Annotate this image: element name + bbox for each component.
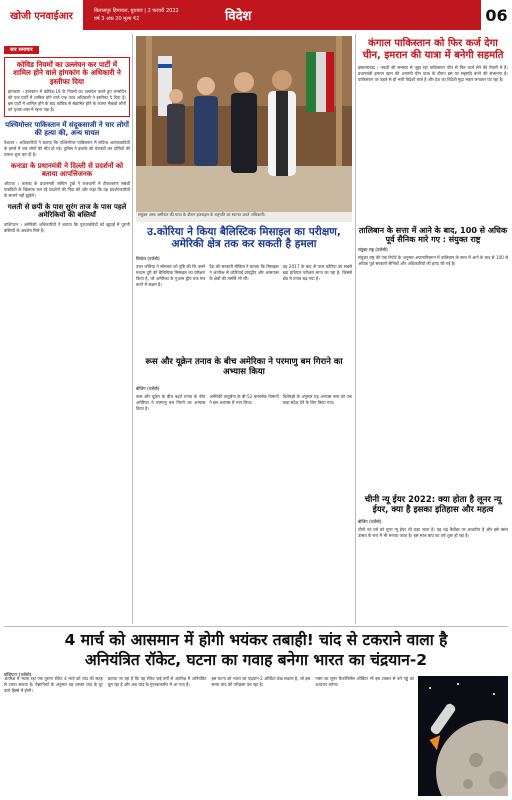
story-byline [136, 254, 352, 264]
story-text: नासा का लूनर रिकॉनिसेंस ऑर्बिटर भी इस टक्कर से बने गड्ढे का अध्ययन करेगा। [315, 676, 414, 687]
byline: बीजिंग (एजेंसी) [358, 518, 382, 524]
story-headline: कोविड नियमों का उल्लंघन कर पार्टी में शामिल होने वाले हांगकांग के अधिकारी ने इस्तीफा दिया [13, 60, 121, 86]
byline: बीजिंग (एजेंसी) [136, 386, 160, 391]
byline: संयुक्त राष्ट्र (एजेंसी) [358, 247, 388, 253]
section-label: सार समाचार [4, 46, 39, 54]
story-text: पेशावर । अधिकारियों ने बताया कि पश्चिमोत्तर पाकिस्तान में संदिग्ध आतंकवादियों के हमले में चार लोगों की मौत हो गई। पुलिस ने इलाके की घेराबंदी कर दोषियों की तलाश शुरू कर दी है। [4, 139, 130, 157]
story-headline: पश्चिमोत्तर पाकिस्तान में संदूकसाजी ने चार लोगों की हत्या की, अन्य घायल [5, 120, 129, 137]
story-headline: गलती से छपी के पास सुरंग ताज के पास पहले अमेरिकियों की बस्तियाँ [7, 203, 127, 220]
right-bottom-story [358, 496, 508, 539]
banner-line: अनियंत्रित रॉकेट, घटना का गवाह बनेगा भारत का चंद्रयान-2 [84, 651, 428, 669]
story-headline: कनाडा के प्रधानमंत्री ने दिल्ली से प्रदर्शनों को बताया आपत्तिजनक [10, 161, 124, 178]
story-text: इस घटना को भारत का चंद्रयान-2 ऑर्बिटर देख सकता है, जो इस समय चांद की परिक्रमा कर रहा है। [211, 676, 311, 687]
right-mid-story [358, 226, 508, 267]
story-text: चीनी नव वर्ष को लूनर न्यू ईयर भी कहा जाता है। यह चंद्र कैलेंडर पर आधारित है और इसे वसंत उत्सव के रूप में भी मनाया जाता है। इस साल बाघ का वर्ष शुरू हो रहा है। [358, 526, 508, 538]
story-text: विशेषज्ञों के अनुसार यह अभ्यास रूस को एक कड़ा संदेश देने के लिए किया गया। [282, 394, 352, 405]
story-text: अंतरिक्ष में भटक रहा एक पुराना रॉकेट 4 मार्च को चांद की सतह से टकरा सकता है। वैज्ञानिकों के अनुसार यह टक्कर चांद के दूर वाले हिस्से में होगी। [4, 676, 103, 693]
banner-line: 4 मार्च को आसमान में होगी भयंकर तबाही! चांद से टकराने वाला है [64, 631, 448, 649]
story-columns [136, 394, 352, 412]
story-headline: उ.कोरिया ने किया बैलिस्टिक मिसाइल का परीक्षण, अमेरिकी क्षेत्र तक कर सकती है हमला [147, 226, 341, 251]
byline: सियोल (एजेंसी) [136, 256, 160, 261]
photo-illustration [136, 36, 352, 212]
story-text: रूस और यूक्रेन के बीच बढ़ते तनाव के बीच अमेरिका ने परमाणु बम गिराने का अभ्यास किया है। [136, 394, 206, 411]
brand-logo: खोजी एनवाईआर [0, 0, 86, 30]
column-divider [355, 34, 356, 624]
story-text: हांगकांग । हांगकांग में कोविड-19 के नियमों का उल्लंघन करते हुए जन्मदिन की एक पार्टी में शामिल होने वाले एक उच्च अधिकारी ने इस्तीफा दे दिया है। इस पार्टी में शामिल होने के बाद कोविड से संक्रमित होने के कारण सैकड़ों लोगों को पृथक-वास में रहना पड़ा है। [8, 88, 126, 112]
left-column [4, 36, 130, 234]
moon-rocket-image [418, 676, 508, 796]
story-text: बताया जा रहा है कि यह रॉकेट कई वर्षों से अंतरिक्ष में अनियंत्रित घूम रहा है और अब चांद के गुरुत्वाकर्षण में आ गया है। [107, 676, 207, 687]
story-headline: रूस और यूक्रेन तनाव के बीच अमेरिका ने परमाणु बम गिराने का अभ्यास किया [145, 357, 343, 377]
moon-illustration [418, 676, 508, 796]
story-text: ओटावा । कनाडा के प्रधानमंत्री जस्टिन ट्रूडो ने राजधानी में टीकाकरण संबंधी पाबंदियों के खिलाफ चल रहे प्रदर्शनों की निंदा की और कहा कि वह प्रदर्शनकारियों के सामने नहीं झुकेंगे। [4, 181, 130, 199]
banner-headline [4, 630, 508, 670]
story-byline [136, 384, 352, 394]
section-title: विदेश [225, 9, 252, 24]
news-brief [4, 57, 130, 117]
story-text: देश की सरकारी मीडिया ने बताया कि मिसाइल ने अंतरिक्ष से कोरियाई प्रायद्वीप और आसपास के क्षेत्रों की तस्वीरें भी लीं। [209, 264, 279, 281]
story-text: उत्तर कोरिया ने सोमवार को पुष्टि की कि उसने मध्यम दूरी की बैलिस्टिक मिसाइल का परीक्षण किया है, जो अमेरिका के गुआम द्वीप तक मार करने में सक्षम है। [136, 264, 206, 287]
story-text: वाशिंगटन । अमेरिकी अधिकारियों ने बताया कि पुरातत्वविदों को खुदाई में पुरानी बस्तियों के अवशेष मिले हैं। [4, 222, 130, 234]
story-text: यह 2017 के बाद से उत्तर कोरिया का सबसे बड़ा हथियार परीक्षण माना जा रहा है, जिससे क्षेत्र में तनाव बढ़ गया है। [282, 264, 352, 281]
story-columns [4, 676, 414, 694]
story-text: इस्लामाबाद । नकदी की समस्या से जूझ रहा पाकिस्तान चीन से फिर कर्ज लेने की तैयारी में है। प्रधानमंत्री इमरान खान की आगामी चीन यात्रा के दौरान इस पर सहमति बनने की संभावना है। पाकिस्तान पर पहले से ही भारी विदेशी कर्ज है और देश का विदेशी मुद्रा भंडार लगातार घट रहा है। [358, 65, 508, 82]
issue-number: वर्ष 3 अंक 20 मूल्य ₹2 [94, 16, 140, 22]
photo-caption: संयुक्त अरब अमीरात की यात्रा के दौरान इजराइल के राष्ट्रपति का स्वागत करते अधिकारी। [136, 212, 352, 222]
story-columns [136, 264, 352, 288]
page-number: 06 [478, 0, 512, 30]
story-headline: तालिबान के सत्ता में आने के बाद, 100 से अधिक पूर्व सैनिक मारे गए : संयुक्त राष्ट्र [358, 226, 508, 245]
right-top-story [358, 36, 508, 83]
column-divider [132, 34, 133, 624]
issue-meta [86, 7, 512, 23]
byline: वॉशिंगटन (एजेंसी) [4, 672, 32, 677]
story-text: अमेरिकी वायुसेना के बी-52 बमवर्षक विमानों ने इस अभ्यास में भाग लिया। [209, 394, 279, 405]
section-divider [4, 626, 508, 627]
issue-date: बिलासपुर हिमाचल, बुधवार | 2 फरवरी 2022 [94, 8, 179, 14]
story-text: संयुक्त राष्ट्र की एक रिपोर्ट के अनुसार अफगानिस्तान में तालिबान के सत्ता में आने के बाद से 100 से अधिक पूर्व सरकारी सैनिकों और अधिकारियों की हत्या की गई है। [358, 255, 508, 267]
masthead [0, 0, 512, 30]
story-headline: कंगाल पाकिस्तान को फिर कर्ज देगा चीन, इमरान की यात्रा में बनेगी सहमति [362, 38, 504, 61]
news-photo [136, 36, 352, 212]
story-headline: चीनी न्यू ईयर 2022: क्या होता है लूनर न्यू ईयर, क्या है इसका इतिहास और महत्व [364, 495, 502, 515]
